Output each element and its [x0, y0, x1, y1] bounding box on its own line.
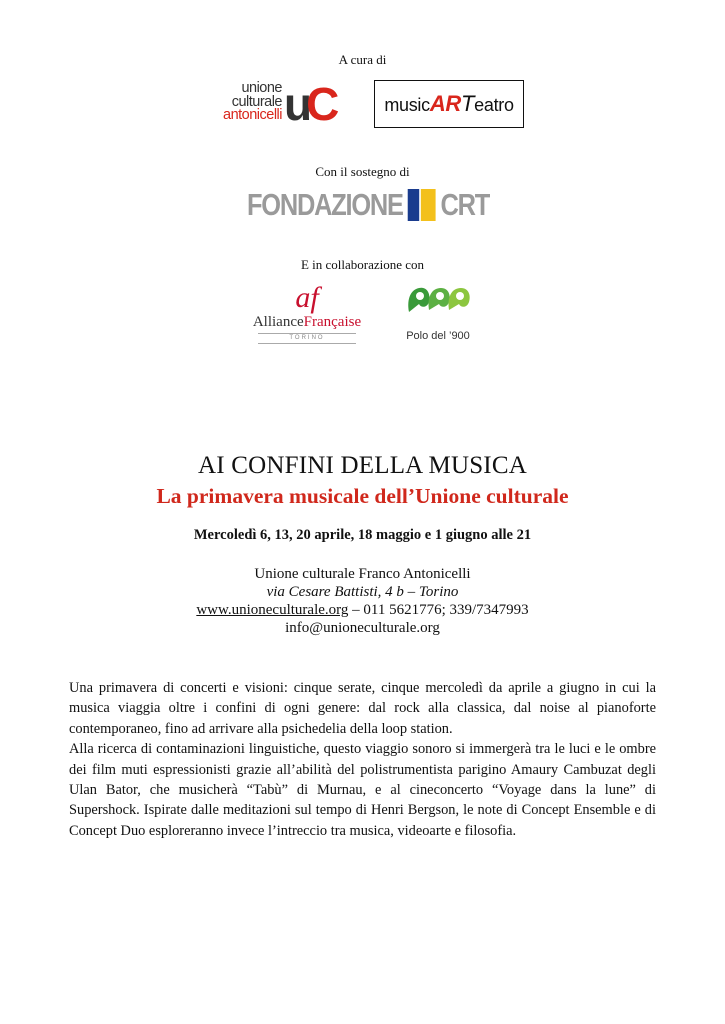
polo-900-icon	[405, 282, 471, 316]
unione-culturale-logo	[200, 78, 345, 130]
event-title: AI CONFINI DELLA MUSICA	[198, 452, 527, 479]
polo-900-name: Polo del ’900	[406, 330, 470, 342]
af-city: TORINO	[258, 333, 356, 344]
crt-mark-icon	[408, 189, 436, 221]
event-address: via Cesare Battisti, 4 b – Torino	[266, 584, 459, 600]
event-venue: Unione culturale Franco Antonicelli	[254, 566, 471, 582]
body-text	[69, 678, 656, 841]
body-paragraph-1: Una primavera di concerti e visioni: cinque serate, cinque mercoledì da aprile a giugno in cui la musica viaggia oltre i confini di ogni genere: dal rock alla classica, dal noise al pianoforte contemporaneo, fino ad arrivare alla psichedelia della loop station.	[69, 680, 656, 737]
fondazione-crt-logo	[247, 188, 489, 222]
crt-logo-left: FONDAZIONE	[247, 187, 403, 222]
uc-monogram: uC	[284, 78, 334, 130]
phone-numbers: – 011 5621776; 339/7347993	[348, 602, 529, 618]
alliance-francaise-logo	[248, 282, 366, 344]
uc-logo-line2: culturale	[231, 93, 282, 110]
uc-logo-line3: antonicelli	[223, 107, 282, 123]
support-label: Con il sostegno di	[315, 164, 410, 179]
uc-logo-line1: unione	[241, 80, 282, 96]
collaboration-label: E in collaborazione con	[300, 257, 425, 272]
af-mark: af	[295, 281, 319, 314]
polo-900-logo	[398, 282, 478, 342]
website-link[interactable]: www.unioneculturale.org	[196, 602, 349, 618]
curated-by-label: A cura di	[338, 52, 387, 67]
crt-logo-right: CRT	[440, 187, 490, 222]
af-name: AllianceFrançaise	[252, 314, 362, 330]
event-subtitle: La primavera musicale dell’Unione culturale	[156, 484, 569, 508]
event-dates: Mercoledì 6, 13, 20 aprile, 18 maggio e 1 giugno alle 21	[193, 527, 532, 543]
musicarteatro-logo: musicARTeatro	[374, 80, 524, 128]
event-contact	[0, 602, 725, 619]
body-paragraph-2: Alla ricerca di contaminazioni linguistiche, questo viaggio sonoro si immergerà tra le luci e le ombre dei film muti espressionisti grazie all’abilità del polistrumentista parigino Amaury Cambuzat degli Ulan Bator, che musicherà “Tabù” di Murnau, e al cineconcerto “Voyage dans la lune” di Supershock. Ispirate dalle meditazioni sul tempo di Henri Bergson, le note di Concept Ensemble e di Concept Duo esploreranno invece l’intreccio tra musica, videoarte e filosofia.	[69, 741, 656, 839]
event-email: info@unioneculturale.org	[285, 620, 440, 636]
